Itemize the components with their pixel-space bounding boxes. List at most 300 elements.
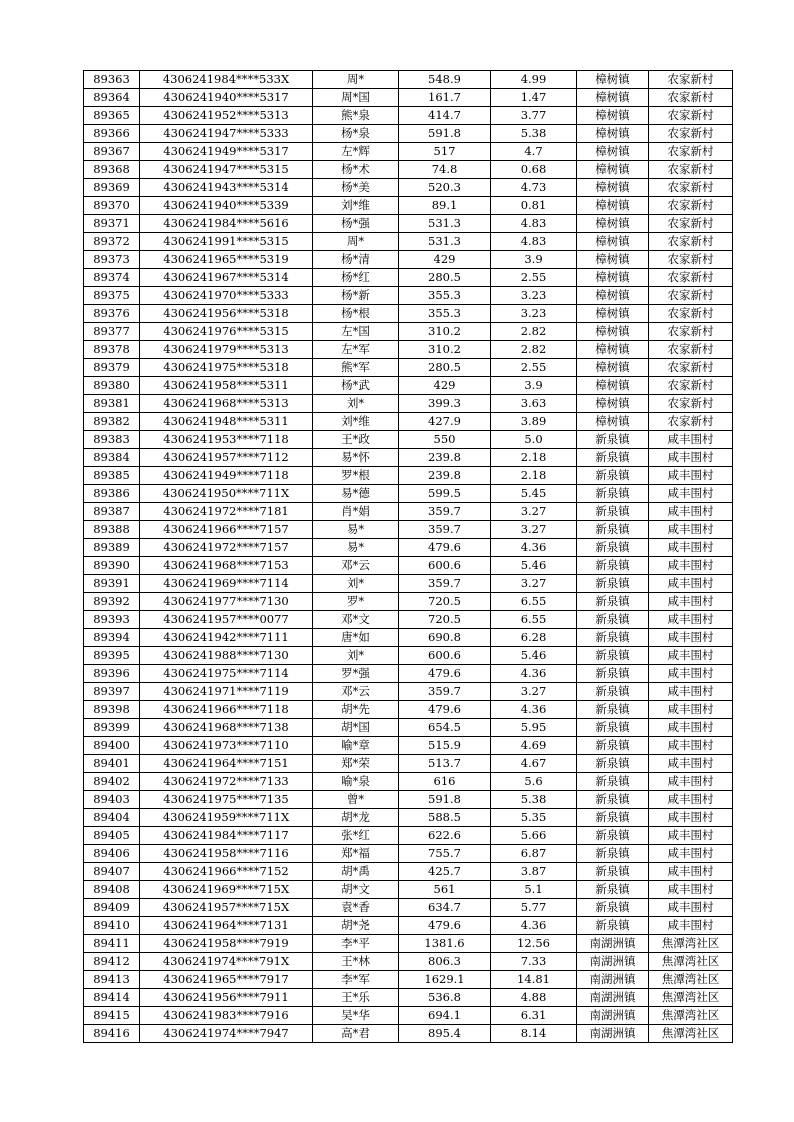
town-cell: 樟树镇 — [577, 125, 649, 143]
value-cell: 4.99 — [491, 71, 577, 89]
id-number-cell: 4306241972****7133 — [140, 773, 313, 791]
serial-cell: 89395 — [84, 647, 140, 665]
town-cell: 新泉镇 — [577, 539, 649, 557]
serial-cell: 89396 — [84, 665, 140, 683]
amount-cell: 479.6 — [399, 701, 491, 719]
id-number-cell: 4306241969****715X — [140, 881, 313, 899]
village-cell: 农家新村 — [649, 125, 733, 143]
serial-cell: 89366 — [84, 125, 140, 143]
name-cell: 吴*华 — [313, 1007, 399, 1025]
name-cell: 杨*美 — [313, 179, 399, 197]
amount-cell: 720.5 — [399, 611, 491, 629]
value-cell: 3.63 — [491, 395, 577, 413]
amount-cell: 399.3 — [399, 395, 491, 413]
serial-cell: 89386 — [84, 485, 140, 503]
table-row — [84, 359, 733, 377]
town-cell: 新泉镇 — [577, 773, 649, 791]
village-cell: 咸丰围村 — [649, 899, 733, 917]
village-cell: 咸丰围村 — [649, 773, 733, 791]
village-cell: 咸丰围村 — [649, 845, 733, 863]
town-cell: 樟树镇 — [577, 359, 649, 377]
id-number-cell: 4306241988****7130 — [140, 647, 313, 665]
amount-cell: 239.8 — [399, 449, 491, 467]
name-cell: 胡*尧 — [313, 917, 399, 935]
name-cell: 杨*强 — [313, 215, 399, 233]
serial-cell: 89363 — [84, 71, 140, 89]
name-cell: 杨*泉 — [313, 125, 399, 143]
town-cell: 樟树镇 — [577, 323, 649, 341]
serial-cell: 89391 — [84, 575, 140, 593]
value-cell: 3.23 — [491, 305, 577, 323]
value-cell: 4.36 — [491, 539, 577, 557]
value-cell: 3.89 — [491, 413, 577, 431]
id-number-cell: 4306241956****5318 — [140, 305, 313, 323]
id-number-cell: 4306241952****5313 — [140, 107, 313, 125]
table-row — [84, 485, 733, 503]
town-cell: 樟树镇 — [577, 107, 649, 125]
value-cell: 6.28 — [491, 629, 577, 647]
name-cell: 杨*红 — [313, 269, 399, 287]
amount-cell: 561 — [399, 881, 491, 899]
table-row — [84, 575, 733, 593]
serial-cell: 89407 — [84, 863, 140, 881]
table-row — [84, 179, 733, 197]
amount-cell: 414.7 — [399, 107, 491, 125]
village-cell: 农家新村 — [649, 269, 733, 287]
name-cell: 李*平 — [313, 935, 399, 953]
value-cell: 3.9 — [491, 251, 577, 269]
value-cell: 8.14 — [491, 1025, 577, 1043]
serial-cell: 89411 — [84, 935, 140, 953]
value-cell: 2.18 — [491, 449, 577, 467]
amount-cell: 74.8 — [399, 161, 491, 179]
value-cell: 3.27 — [491, 521, 577, 539]
table-row — [84, 341, 733, 359]
serial-cell: 89379 — [84, 359, 140, 377]
id-number-cell: 4306241973****7110 — [140, 737, 313, 755]
id-number-cell: 4306241950****711X — [140, 485, 313, 503]
table-row — [84, 737, 733, 755]
amount-cell: 425.7 — [399, 863, 491, 881]
name-cell: 左*辉 — [313, 143, 399, 161]
id-number-cell: 4306241968****7138 — [140, 719, 313, 737]
id-number-cell: 4306241964****7131 — [140, 917, 313, 935]
table-row — [84, 125, 733, 143]
table-row — [84, 989, 733, 1007]
name-cell: 刘* — [313, 575, 399, 593]
serial-cell: 89385 — [84, 467, 140, 485]
serial-cell: 89370 — [84, 197, 140, 215]
table-row — [84, 539, 733, 557]
value-cell: 5.0 — [491, 431, 577, 449]
village-cell: 农家新村 — [649, 161, 733, 179]
table-row — [84, 791, 733, 809]
village-cell: 咸丰围村 — [649, 611, 733, 629]
serial-cell: 89364 — [84, 89, 140, 107]
table-row — [84, 71, 733, 89]
name-cell: 唐*如 — [313, 629, 399, 647]
town-cell: 新泉镇 — [577, 899, 649, 917]
town-cell: 新泉镇 — [577, 863, 649, 881]
village-cell: 咸丰围村 — [649, 863, 733, 881]
name-cell: 杨*武 — [313, 377, 399, 395]
serial-cell: 89378 — [84, 341, 140, 359]
serial-cell: 89376 — [84, 305, 140, 323]
town-cell: 樟树镇 — [577, 179, 649, 197]
value-cell: 4.73 — [491, 179, 577, 197]
value-cell: 4.83 — [491, 215, 577, 233]
amount-cell: 310.2 — [399, 323, 491, 341]
id-number-cell: 4306241957****0077 — [140, 611, 313, 629]
serial-cell: 89371 — [84, 215, 140, 233]
name-cell: 杨*新 — [313, 287, 399, 305]
value-cell: 5.1 — [491, 881, 577, 899]
town-cell: 南湖洲镇 — [577, 953, 649, 971]
table-body — [84, 71, 733, 1043]
village-cell: 农家新村 — [649, 179, 733, 197]
name-cell: 胡*文 — [313, 881, 399, 899]
town-cell: 新泉镇 — [577, 683, 649, 701]
id-number-cell: 4306241948****5311 — [140, 413, 313, 431]
serial-cell: 89369 — [84, 179, 140, 197]
value-cell: 4.36 — [491, 917, 577, 935]
amount-cell: 479.6 — [399, 539, 491, 557]
amount-cell: 429 — [399, 377, 491, 395]
name-cell: 邓*云 — [313, 557, 399, 575]
town-cell: 南湖洲镇 — [577, 971, 649, 989]
serial-cell: 89414 — [84, 989, 140, 1007]
name-cell: 胡*龙 — [313, 809, 399, 827]
value-cell: 5.38 — [491, 791, 577, 809]
id-number-cell: 4306241991****5315 — [140, 233, 313, 251]
name-cell: 熊*泉 — [313, 107, 399, 125]
town-cell: 新泉镇 — [577, 917, 649, 935]
table-row — [84, 161, 733, 179]
value-cell: 5.95 — [491, 719, 577, 737]
village-cell: 咸丰围村 — [649, 917, 733, 935]
id-number-cell: 4306241957****715X — [140, 899, 313, 917]
town-cell: 新泉镇 — [577, 755, 649, 773]
table-row — [84, 1025, 733, 1043]
value-cell: 6.87 — [491, 845, 577, 863]
id-number-cell: 4306241966****7118 — [140, 701, 313, 719]
amount-cell: 1629.1 — [399, 971, 491, 989]
name-cell: 王*乐 — [313, 989, 399, 1007]
amount-cell: 513.7 — [399, 755, 491, 773]
serial-cell: 89387 — [84, 503, 140, 521]
name-cell: 熊*军 — [313, 359, 399, 377]
village-cell: 农家新村 — [649, 287, 733, 305]
value-cell: 3.77 — [491, 107, 577, 125]
value-cell: 3.27 — [491, 683, 577, 701]
amount-cell: 515.9 — [399, 737, 491, 755]
table-row — [84, 233, 733, 251]
id-number-cell: 4306241956****7911 — [140, 989, 313, 1007]
amount-cell: 536.8 — [399, 989, 491, 1007]
table-row — [84, 323, 733, 341]
town-cell: 樟树镇 — [577, 377, 649, 395]
name-cell: 易* — [313, 539, 399, 557]
name-cell: 王*林 — [313, 953, 399, 971]
id-number-cell: 4306241966****7152 — [140, 863, 313, 881]
village-cell: 农家新村 — [649, 305, 733, 323]
serial-cell: 89393 — [84, 611, 140, 629]
table-row — [84, 503, 733, 521]
table-row — [84, 917, 733, 935]
amount-cell: 600.6 — [399, 557, 491, 575]
town-cell: 新泉镇 — [577, 719, 649, 737]
town-cell: 樟树镇 — [577, 143, 649, 161]
id-number-cell: 4306241984****7117 — [140, 827, 313, 845]
village-cell: 农家新村 — [649, 377, 733, 395]
table-row — [84, 593, 733, 611]
serial-cell: 89374 — [84, 269, 140, 287]
town-cell: 新泉镇 — [577, 557, 649, 575]
town-cell: 樟树镇 — [577, 305, 649, 323]
name-cell: 刘*维 — [313, 197, 399, 215]
amount-cell: 591.8 — [399, 791, 491, 809]
name-cell: 喻*章 — [313, 737, 399, 755]
name-cell: 周* — [313, 233, 399, 251]
name-cell: 郑*荣 — [313, 755, 399, 773]
town-cell: 新泉镇 — [577, 611, 649, 629]
serial-cell: 89405 — [84, 827, 140, 845]
table-row — [84, 431, 733, 449]
value-cell: 4.88 — [491, 989, 577, 1007]
value-cell: 14.81 — [491, 971, 577, 989]
town-cell: 樟树镇 — [577, 89, 649, 107]
village-cell: 咸丰围村 — [649, 647, 733, 665]
table-row — [84, 971, 733, 989]
town-cell: 新泉镇 — [577, 575, 649, 593]
serial-cell: 89409 — [84, 899, 140, 917]
town-cell: 樟树镇 — [577, 287, 649, 305]
value-cell: 5.35 — [491, 809, 577, 827]
village-cell: 焦潭湾社区 — [649, 989, 733, 1007]
id-number-cell: 4306241943****5314 — [140, 179, 313, 197]
id-number-cell: 4306241984****533X — [140, 71, 313, 89]
name-cell: 高*君 — [313, 1025, 399, 1043]
amount-cell: 280.5 — [399, 359, 491, 377]
name-cell: 邓*文 — [313, 611, 399, 629]
village-cell: 咸丰围村 — [649, 521, 733, 539]
id-number-cell: 4306241942****7111 — [140, 629, 313, 647]
village-cell: 咸丰围村 — [649, 827, 733, 845]
village-cell: 咸丰围村 — [649, 719, 733, 737]
town-cell: 新泉镇 — [577, 845, 649, 863]
village-cell: 咸丰围村 — [649, 809, 733, 827]
id-number-cell: 4306241968****5313 — [140, 395, 313, 413]
table-row — [84, 1007, 733, 1025]
name-cell: 周* — [313, 71, 399, 89]
name-cell: 张*红 — [313, 827, 399, 845]
value-cell: 2.18 — [491, 467, 577, 485]
id-number-cell: 4306241971****7119 — [140, 683, 313, 701]
serial-cell: 89365 — [84, 107, 140, 125]
town-cell: 新泉镇 — [577, 449, 649, 467]
town-cell: 新泉镇 — [577, 665, 649, 683]
table-row — [84, 269, 733, 287]
serial-cell: 89368 — [84, 161, 140, 179]
id-number-cell: 4306241977****7130 — [140, 593, 313, 611]
id-number-cell: 4306241976****5315 — [140, 323, 313, 341]
amount-cell: 355.3 — [399, 287, 491, 305]
id-number-cell: 4306241949****7118 — [140, 467, 313, 485]
table-row — [84, 701, 733, 719]
name-cell: 杨*清 — [313, 251, 399, 269]
amount-cell: 239.8 — [399, 467, 491, 485]
amount-cell: 588.5 — [399, 809, 491, 827]
name-cell: 郑*福 — [313, 845, 399, 863]
amount-cell: 1381.6 — [399, 935, 491, 953]
id-number-cell: 4306241970****5333 — [140, 287, 313, 305]
name-cell: 易*德 — [313, 485, 399, 503]
id-number-cell: 4306241957****7112 — [140, 449, 313, 467]
town-cell: 樟树镇 — [577, 197, 649, 215]
town-cell: 新泉镇 — [577, 791, 649, 809]
village-cell: 农家新村 — [649, 341, 733, 359]
table-row — [84, 557, 733, 575]
amount-cell: 161.7 — [399, 89, 491, 107]
serial-cell: 89381 — [84, 395, 140, 413]
serial-cell: 89406 — [84, 845, 140, 863]
town-cell: 新泉镇 — [577, 701, 649, 719]
id-number-cell: 4306241969****7114 — [140, 575, 313, 593]
town-cell: 新泉镇 — [577, 629, 649, 647]
value-cell: 5.77 — [491, 899, 577, 917]
value-cell: 2.82 — [491, 323, 577, 341]
village-cell: 咸丰围村 — [649, 737, 733, 755]
amount-cell: 755.7 — [399, 845, 491, 863]
name-cell: 胡*国 — [313, 719, 399, 737]
amount-cell: 517 — [399, 143, 491, 161]
table-row — [84, 719, 733, 737]
village-cell: 咸丰围村 — [649, 665, 733, 683]
serial-cell: 89388 — [84, 521, 140, 539]
name-cell: 曾* — [313, 791, 399, 809]
id-number-cell: 4306241979****5313 — [140, 341, 313, 359]
name-cell: 刘*维 — [313, 413, 399, 431]
amount-cell: 280.5 — [399, 269, 491, 287]
serial-cell: 89377 — [84, 323, 140, 341]
village-cell: 农家新村 — [649, 71, 733, 89]
village-cell: 咸丰围村 — [649, 629, 733, 647]
id-number-cell: 4306241975****7135 — [140, 791, 313, 809]
table-row — [84, 449, 733, 467]
amount-cell: 531.3 — [399, 215, 491, 233]
town-cell: 南湖洲镇 — [577, 1025, 649, 1043]
name-cell: 王*政 — [313, 431, 399, 449]
id-number-cell: 4306241972****7157 — [140, 539, 313, 557]
town-cell: 樟树镇 — [577, 341, 649, 359]
id-number-cell: 4306241949****5317 — [140, 143, 313, 161]
amount-cell: 548.9 — [399, 71, 491, 89]
value-cell: 2.55 — [491, 359, 577, 377]
village-cell: 农家新村 — [649, 395, 733, 413]
town-cell: 樟树镇 — [577, 413, 649, 431]
amount-cell: 359.7 — [399, 575, 491, 593]
village-cell: 咸丰围村 — [649, 503, 733, 521]
table-row — [84, 827, 733, 845]
table-row — [84, 611, 733, 629]
value-cell: 4.36 — [491, 665, 577, 683]
amount-cell: 89.1 — [399, 197, 491, 215]
serial-cell: 89380 — [84, 377, 140, 395]
village-cell: 焦潭湾社区 — [649, 953, 733, 971]
town-cell: 新泉镇 — [577, 503, 649, 521]
village-cell: 农家新村 — [649, 215, 733, 233]
serial-cell: 89373 — [84, 251, 140, 269]
village-cell: 咸丰围村 — [649, 683, 733, 701]
town-cell: 新泉镇 — [577, 881, 649, 899]
serial-cell: 89416 — [84, 1025, 140, 1043]
village-cell: 焦潭湾社区 — [649, 935, 733, 953]
amount-cell: 479.6 — [399, 917, 491, 935]
id-number-cell: 4306241959****711X — [140, 809, 313, 827]
name-cell: 刘* — [313, 395, 399, 413]
amount-cell: 690.8 — [399, 629, 491, 647]
village-cell: 农家新村 — [649, 233, 733, 251]
table-row — [84, 629, 733, 647]
value-cell: 4.83 — [491, 233, 577, 251]
amount-cell: 591.8 — [399, 125, 491, 143]
table-row — [84, 305, 733, 323]
amount-cell: 616 — [399, 773, 491, 791]
serial-cell: 89408 — [84, 881, 140, 899]
amount-cell: 895.4 — [399, 1025, 491, 1043]
town-cell: 樟树镇 — [577, 395, 649, 413]
town-cell: 樟树镇 — [577, 269, 649, 287]
data-table — [83, 70, 733, 1043]
name-cell: 周*国 — [313, 89, 399, 107]
village-cell: 咸丰围村 — [649, 593, 733, 611]
village-cell: 咸丰围村 — [649, 539, 733, 557]
id-number-cell: 4306241940****5339 — [140, 197, 313, 215]
town-cell: 南湖洲镇 — [577, 935, 649, 953]
amount-cell: 520.3 — [399, 179, 491, 197]
town-cell: 新泉镇 — [577, 827, 649, 845]
town-cell: 南湖洲镇 — [577, 1007, 649, 1025]
value-cell: 12.56 — [491, 935, 577, 953]
value-cell: 5.6 — [491, 773, 577, 791]
town-cell: 樟树镇 — [577, 161, 649, 179]
village-cell: 农家新村 — [649, 143, 733, 161]
table-row — [84, 467, 733, 485]
value-cell: 4.7 — [491, 143, 577, 161]
value-cell: 4.69 — [491, 737, 577, 755]
amount-cell: 720.5 — [399, 593, 491, 611]
value-cell: 6.55 — [491, 611, 577, 629]
name-cell: 杨*根 — [313, 305, 399, 323]
table-row — [84, 683, 733, 701]
amount-cell: 355.3 — [399, 305, 491, 323]
value-cell: 3.23 — [491, 287, 577, 305]
id-number-cell: 4306241953****7118 — [140, 431, 313, 449]
amount-cell: 531.3 — [399, 233, 491, 251]
id-number-cell: 4306241974****791X — [140, 953, 313, 971]
town-cell: 樟树镇 — [577, 71, 649, 89]
amount-cell: 694.1 — [399, 1007, 491, 1025]
name-cell: 袁*香 — [313, 899, 399, 917]
town-cell: 新泉镇 — [577, 431, 649, 449]
serial-cell: 89384 — [84, 449, 140, 467]
value-cell: 1.47 — [491, 89, 577, 107]
value-cell: 5.46 — [491, 647, 577, 665]
table-row — [84, 755, 733, 773]
serial-cell: 89390 — [84, 557, 140, 575]
village-cell: 农家新村 — [649, 323, 733, 341]
name-cell: 左*军 — [313, 341, 399, 359]
